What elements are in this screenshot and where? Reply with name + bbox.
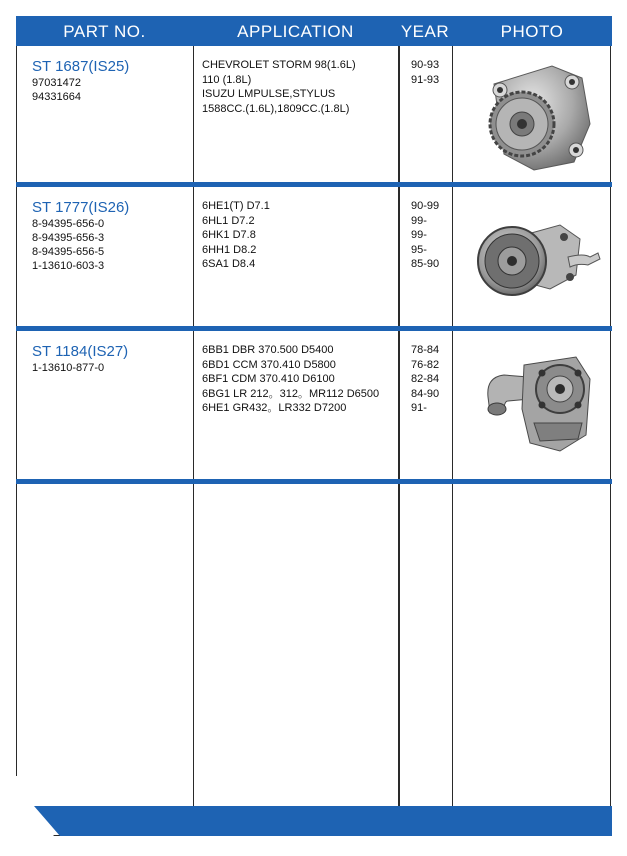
year-cell	[411, 199, 451, 272]
oem-number: 94331664	[32, 91, 81, 103]
year-value: 90-93	[411, 59, 440, 71]
part-number-cell	[32, 343, 192, 375]
application-line: 110 (1.8L)	[202, 73, 252, 86]
parts-catalog-table	[16, 16, 611, 836]
table-header	[16, 16, 612, 46]
oem-number: 8-94395-656-5	[32, 246, 105, 258]
year-value: 91-	[411, 402, 427, 414]
year-value: 91-93	[411, 73, 440, 86]
application-line: 6BB1 DBR 370.500 D5400	[202, 344, 334, 356]
part-number-cell	[32, 58, 192, 104]
application-line: 6HK1 D7.8	[202, 229, 256, 241]
year-value: 85-90	[411, 258, 440, 270]
application-line: 6HE1 GR432。LR332 D7200	[202, 402, 347, 414]
application-cell	[202, 199, 397, 272]
year-value: 76-82	[411, 358, 440, 371]
footer-band	[16, 806, 612, 836]
row-divider	[16, 479, 612, 484]
application-line: 6BG1 LR 212。312。MR112 D6500	[202, 387, 380, 400]
year-cell	[411, 343, 451, 416]
oem-number: 8-94395-656-3	[32, 232, 105, 244]
year-value: 99-	[411, 229, 427, 241]
year-value: 78-84	[411, 344, 440, 356]
year-value: 84-90	[411, 387, 440, 400]
application-cell	[202, 58, 397, 116]
table-row	[17, 46, 612, 182]
application-line: 6HE1(T) D7.1	[202, 200, 270, 212]
year-value: 82-84	[411, 373, 440, 385]
application-cell	[202, 343, 397, 416]
year-cell	[411, 58, 451, 87]
water-pump-elbow-icon	[464, 339, 604, 461]
application-line: 6BF1 CDM 370.410 D6100	[202, 373, 335, 385]
year-value: 90-99	[411, 200, 440, 212]
part-title: ST 1777(IS26)	[32, 199, 130, 216]
table-row	[17, 187, 612, 326]
year-value: 95-	[411, 243, 427, 256]
application-line: 6BD1 CCM 370.410 D5800	[202, 358, 336, 371]
application-line: 6HL1 D7.2	[202, 214, 255, 227]
oem-number: 1-13610-603-3	[32, 260, 105, 272]
application-line: 1588CC.(1.6L),1809CC.(1.8L)	[202, 102, 350, 115]
part-title: ST 1687(IS25)	[32, 58, 130, 75]
application-line: CHEVROLET STORM 98(1.6L)	[202, 59, 356, 71]
year-value: 99-	[411, 214, 427, 227]
header-part-no: PART NO.	[63, 22, 146, 41]
header-year: YEAR	[400, 22, 450, 41]
table-row	[17, 331, 612, 479]
application-line: 6SA1 D8.4	[202, 258, 256, 270]
application-line: 6HH1 D8.2	[202, 243, 257, 256]
water-pump-pulley-icon	[464, 195, 604, 317]
part-title: ST 1184(IS27)	[32, 343, 129, 360]
water-pump-gear-icon	[464, 54, 604, 176]
application-line: ISUZU LMPULSE,STYLUS	[202, 88, 336, 100]
oem-number: 97031472	[32, 77, 81, 89]
header-application: APPLICATION	[237, 22, 354, 41]
part-number-cell	[32, 199, 192, 273]
oem-number: 8-94395-656-0	[32, 218, 105, 230]
header-photo: PHOTO	[500, 22, 564, 41]
oem-number: 1-13610-877-0	[32, 362, 105, 374]
